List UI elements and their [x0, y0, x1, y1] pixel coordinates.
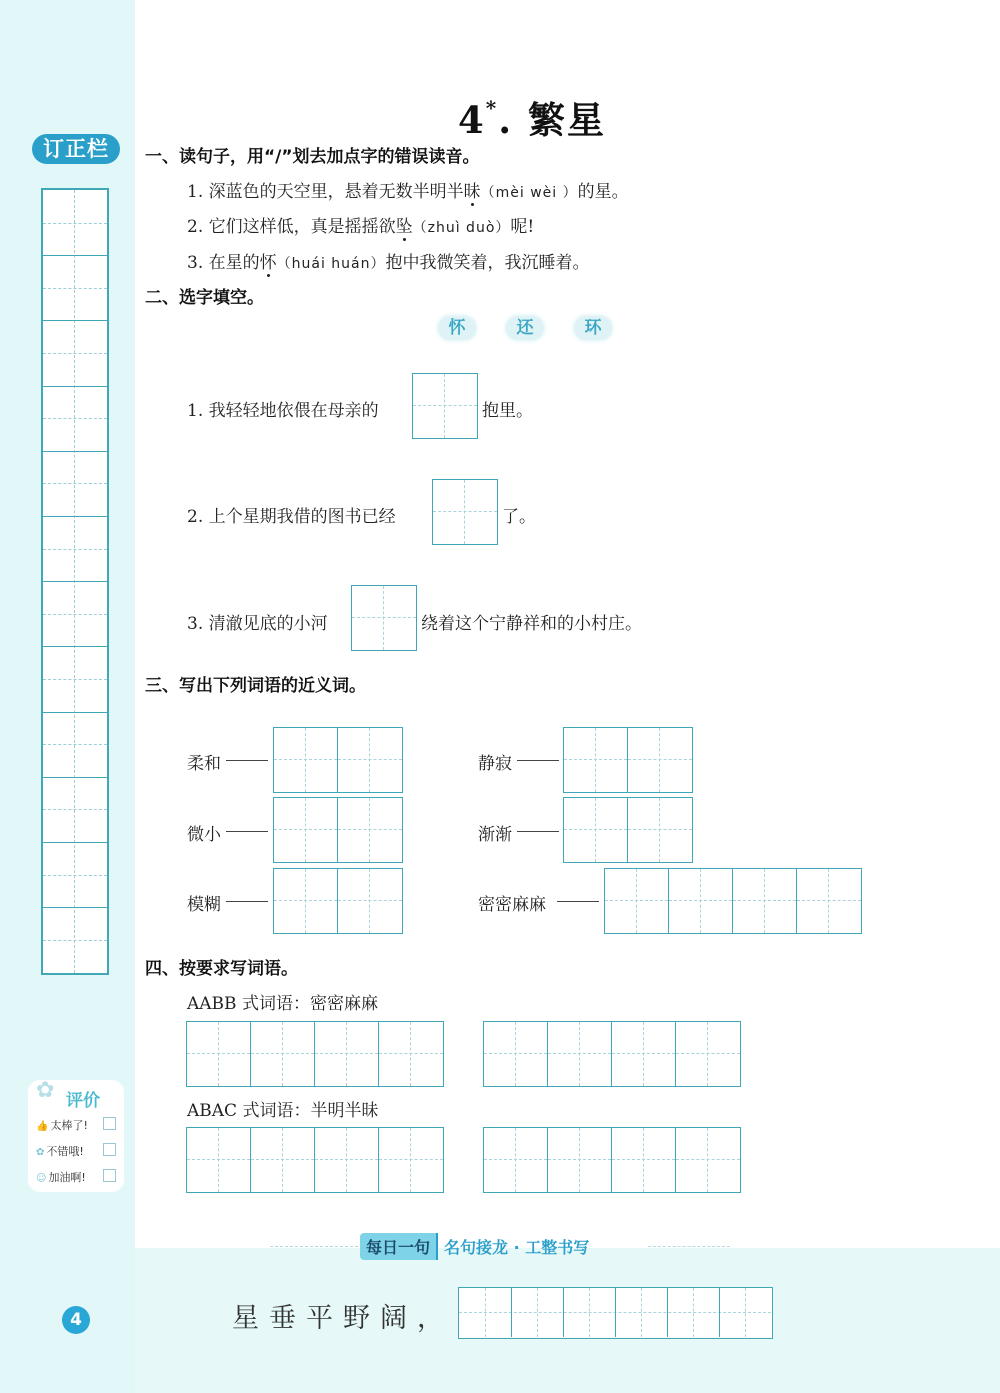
synonym-box[interactable]	[604, 868, 862, 934]
synonym-word: 微小	[187, 825, 221, 845]
aabb-answer-box[interactable]	[186, 1021, 444, 1087]
synonym-word: 渐渐	[478, 825, 512, 845]
dash-line	[517, 760, 559, 761]
section-2-item-1-text: 1. 我轻轻地依偎在母亲的	[187, 401, 379, 421]
synonym-word: 密密麻麻	[478, 895, 546, 915]
pinyin-options[interactable]: （zhuì duò）	[412, 220, 511, 236]
choice-char: 怀	[438, 316, 476, 340]
synonym-box[interactable]	[273, 727, 403, 793]
evaluation-item-good: ✿ 不错哦!	[36, 1145, 84, 1158]
evaluation-checkbox-cheer[interactable]	[103, 1169, 116, 1182]
divider	[648, 1246, 730, 1247]
section-3-heading: 三、写出下列词语的近义词。	[145, 676, 366, 696]
fill-box-2[interactable]	[432, 479, 498, 545]
dash-line	[226, 901, 268, 902]
section-2-item-3-after: 绕着这个宁静祥和的小村庄。	[421, 614, 642, 634]
synonym-box[interactable]	[563, 727, 693, 793]
dash-line	[226, 760, 268, 761]
poem-line: 星垂平野阔，	[232, 1303, 454, 1334]
smile-icon: ☺	[36, 1173, 47, 1184]
poem-writing-grid[interactable]	[458, 1287, 773, 1339]
synonym-box[interactable]	[273, 868, 403, 934]
synonym-box[interactable]	[563, 797, 693, 863]
fill-box-1[interactable]	[412, 373, 478, 439]
thumbs-up-icon: 👍	[36, 1121, 49, 1132]
section-1-heading: 一、读句子，用“/”划去加点字的错误读音。	[145, 147, 480, 167]
evaluation-title: 评价	[66, 1091, 100, 1111]
page-title: 4*. 繁星	[458, 96, 606, 142]
pinyin-options[interactable]: （huái huán）	[276, 256, 386, 272]
bunny-small-icon: ✿	[36, 1147, 45, 1158]
synonym-word: 模糊	[187, 895, 221, 915]
abac-prompt: ABAC 式词语：半明半昧	[187, 1101, 379, 1121]
section-1-item-1: 1. 深蓝色的天空里，悬着无数半明半昧（mèi wèi ）的星。	[187, 182, 629, 202]
daily-subtitle: 名句接龙 · 工整书写	[436, 1233, 595, 1260]
section-1-item-2: 2. 它们这样低，真是摇摇欲坠（zhuì duò）呢!	[187, 217, 535, 237]
evaluation-checkbox-good[interactable]	[103, 1143, 116, 1156]
section-2-item-3-text: 3. 清澈见底的小河	[187, 614, 328, 634]
dash-line	[517, 831, 559, 832]
pinyin-options[interactable]: （mèi wèi ）	[480, 185, 578, 201]
section-2-item-2-text: 2. 上个星期我借的图书已经	[187, 507, 396, 527]
correction-grid[interactable]	[41, 188, 109, 975]
aabb-prompt: AABB 式词语：密密麻麻	[187, 994, 378, 1014]
daily-tag: 每日一句	[360, 1233, 436, 1260]
evaluation-checkbox-great[interactable]	[103, 1117, 116, 1130]
section-4-heading: 四、按要求写词语。	[145, 959, 298, 979]
synonym-box[interactable]	[273, 797, 403, 863]
daily-sentence-bar	[360, 1232, 595, 1260]
abac-answer-box[interactable]	[483, 1127, 741, 1193]
choice-char: 环	[574, 316, 612, 340]
dash-line	[226, 831, 268, 832]
abac-answer-box[interactable]	[186, 1127, 444, 1193]
choice-char: 还	[506, 316, 544, 340]
correction-column-title: 订正栏	[32, 134, 120, 164]
evaluation-item-cheer: ☺ 加油啊!	[36, 1171, 86, 1184]
section-2-item-1-after: 抱里。	[482, 401, 533, 421]
section-2-item-2-after: 了。	[502, 507, 536, 527]
synonym-word: 柔和	[187, 754, 221, 774]
evaluation-item-great: 👍 太棒了!	[36, 1119, 88, 1132]
section-1-item-3: 3. 在星的怀（huái huán）抱中我微笑着，我沉睡着。	[187, 253, 590, 273]
section-2-heading: 二、选字填空。	[145, 288, 264, 308]
fill-box-3[interactable]	[351, 585, 417, 651]
synonym-word: 静寂	[478, 754, 512, 774]
divider	[270, 1246, 358, 1247]
bunny-icon: ✿	[36, 1078, 55, 1103]
dash-line	[557, 901, 599, 902]
aabb-answer-box[interactable]	[483, 1021, 741, 1087]
page-number: 4	[62, 1306, 90, 1334]
